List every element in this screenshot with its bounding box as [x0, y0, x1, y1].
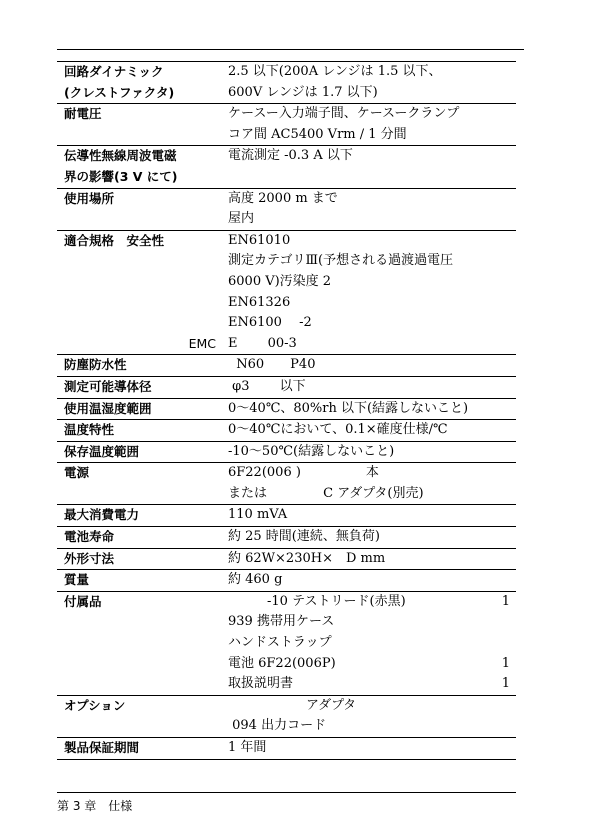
spec-value-text: 測定カテゴリⅢ(予想される過渡過電圧	[228, 253, 454, 269]
spec-label-line	[64, 251, 226, 272]
spec-value-line	[228, 355, 516, 376]
spec-label	[57, 146, 226, 188]
spec-value-line	[228, 612, 516, 633]
spec-value	[226, 355, 516, 377]
spec-label-line	[64, 272, 226, 293]
spec-row	[57, 570, 516, 592]
spec-value	[226, 376, 516, 398]
spec-value	[226, 62, 516, 104]
spec-value-text: 939 携帯用ケース	[228, 614, 335, 630]
spec-label-line: 電源	[64, 465, 90, 481]
spec-value-text: 約 25 時間(連続、無負荷)	[228, 529, 380, 545]
spec-value-line	[228, 674, 516, 695]
spec-value-line	[228, 334, 516, 355]
spec-label-line: 耐電圧	[64, 106, 102, 122]
accessory-quantity: 1	[501, 593, 510, 609]
spec-value-text: 2.5 以下(200A レンジは 1.5 以下、	[228, 64, 442, 79]
spec-label	[57, 527, 226, 549]
spec-label-line: 最大消費電力	[64, 507, 140, 523]
spec-label-line: 防塵防水性	[64, 357, 127, 373]
spec-value-line	[228, 399, 516, 420]
spec-value	[226, 570, 516, 592]
spec-value	[226, 505, 516, 527]
spec-value-line	[228, 633, 516, 654]
spec-label-line: 使用場所	[64, 190, 115, 206]
bottom-rule	[57, 792, 516, 793]
spec-label	[57, 104, 226, 146]
spec-label	[57, 62, 226, 104]
spec-row	[57, 527, 516, 549]
spec-value-text: EN61326	[228, 294, 291, 310]
spec-value	[226, 230, 516, 355]
spec-label	[57, 505, 226, 527]
spec-value-line	[228, 505, 516, 526]
spec-row	[57, 441, 516, 463]
spec-value	[226, 188, 516, 230]
spec-value-text: 高度 2000 m まで	[228, 190, 338, 206]
top-rule	[57, 49, 524, 50]
spec-value	[226, 591, 516, 695]
spec-value-line	[228, 251, 516, 272]
spec-label-line: 伝導性無線周波電磁	[64, 148, 177, 164]
spec-value-text: アダプタ	[228, 697, 357, 713]
spec-value-text: 6F22(006 ) 本	[228, 465, 379, 481]
accessory-quantity: 1	[501, 676, 510, 692]
spec-value-text: ハンドストラップ	[228, 635, 332, 651]
spec-value-line	[228, 654, 516, 675]
spec-row	[57, 355, 516, 377]
spec-row	[57, 591, 516, 695]
spec-value-text: または C アダプタ(別売)	[228, 485, 424, 501]
spec-row	[57, 146, 516, 188]
spec-value	[226, 398, 516, 420]
spec-value	[226, 463, 516, 505]
spec-label-line: 適合規格 安全性	[64, 232, 165, 248]
spec-value-line	[228, 146, 516, 167]
spec-value	[226, 527, 516, 549]
spec-label	[57, 591, 226, 695]
spec-value-text: 6000 V)汚染度 2	[228, 273, 332, 289]
spec-value-line	[228, 442, 516, 463]
spec-value-text: 0〜40℃において、0.1×確度仕様/℃	[228, 422, 448, 438]
spec-row	[57, 230, 516, 355]
spec-value-text: 約 460 g	[228, 572, 283, 588]
spec-value-text: ケースー入力端子間、ケースークランプ	[228, 106, 460, 122]
spec-value-line	[228, 592, 516, 613]
spec-value-text: 094 出力コード	[228, 718, 327, 734]
spec-row	[57, 695, 516, 737]
spec-value-line	[228, 420, 516, 441]
spec-value-line	[228, 527, 516, 548]
spec-row	[57, 104, 516, 146]
spec-row	[57, 420, 516, 442]
spec-row	[57, 398, 516, 420]
spec-table	[57, 61, 516, 760]
spec-value-line	[228, 62, 516, 83]
spec-row	[57, 738, 516, 760]
spec-value	[226, 104, 516, 146]
spec-value-line	[228, 231, 516, 252]
spec-value-text: N60 P40	[228, 357, 316, 373]
spec-label	[57, 376, 226, 398]
spec-value	[226, 548, 516, 570]
spec-value-text: -10 テストリード(赤黒)	[228, 593, 406, 609]
spec-label	[57, 570, 226, 592]
spec-label-line: 質量	[64, 572, 90, 588]
spec-value-text: 電流測定 -0.3 A 以下	[228, 148, 353, 164]
spec-label	[57, 230, 226, 355]
spec-value-line	[228, 83, 516, 104]
spec-label	[57, 738, 226, 760]
spec-value	[226, 695, 516, 737]
spec-value-text: 1 年間	[228, 740, 267, 755]
spec-label-line: 使用温湿度範囲	[64, 400, 152, 416]
spec-value	[226, 146, 516, 188]
spec-label	[57, 398, 226, 420]
spec-value-line	[228, 293, 516, 314]
spec-label-line: オプション	[64, 697, 126, 713]
spec-row	[57, 188, 516, 230]
spec-value-line	[228, 377, 516, 398]
spec-value	[226, 420, 516, 442]
spec-value-line	[228, 716, 516, 737]
accessory-quantity: 1	[501, 655, 510, 671]
spec-label-line: 界の影響(3 V にて)	[64, 168, 178, 184]
spec-label	[57, 188, 226, 230]
footer-chapter: 第 3 章 仕様	[57, 799, 133, 813]
spec-value-line	[228, 125, 516, 146]
spec-label	[57, 355, 226, 377]
spec-value-line	[228, 272, 516, 293]
spec-value-text: コア間 AC5400 Vrm / 1 分間	[228, 126, 407, 142]
spec-label-line: (クレストファクタ)	[64, 84, 175, 100]
spec-value-line	[228, 484, 516, 505]
spec-value-line	[228, 313, 516, 334]
spec-value-line	[228, 738, 516, 759]
spec-value-text: 約 62W×230H× D mm	[228, 550, 386, 566]
spec-label-line: 測定可能導体径	[64, 378, 152, 394]
spec-value-text: 110 mVA	[228, 507, 288, 523]
spec-label-line: 電池寿命	[64, 529, 115, 545]
spec-value-line	[228, 104, 516, 125]
spec-label	[57, 695, 226, 737]
spec-label	[57, 441, 226, 463]
spec-label-line: EMC	[188, 335, 216, 351]
spec-value-text: EN61010	[228, 232, 291, 248]
spec-label-line	[64, 293, 226, 314]
spec-value	[226, 738, 516, 760]
spec-label-line: 付属品	[64, 593, 102, 609]
spec-value-text: 電池 6F22(006P)	[228, 655, 336, 671]
spec-row	[57, 548, 516, 570]
spec-value-text: 屋内	[228, 211, 255, 227]
spec-value-text: 0〜40℃、80%rh 以下(結露しないこと)	[228, 400, 469, 416]
spec-label-line: 保存温度範囲	[64, 443, 140, 459]
spec-value-line	[228, 696, 516, 717]
spec-value	[226, 441, 516, 463]
spec-value-line	[228, 570, 516, 591]
spec-label-line: 温度特性	[64, 422, 115, 438]
spec-label-line: 製品保証期間	[64, 740, 140, 755]
spec-value-text: 取扱説明書	[228, 676, 294, 692]
spec-row	[57, 505, 516, 527]
spec-label-line	[64, 313, 226, 334]
spec-label-line: 回路ダイナミック	[64, 64, 164, 79]
spec-value-text: E 00-3	[228, 335, 297, 351]
spec-row	[57, 376, 516, 398]
spec-value-text: EN6100 -2	[228, 315, 312, 331]
spec-label	[57, 420, 226, 442]
spec-value-text: -10〜50℃(結露しないこと)	[228, 443, 395, 459]
spec-value-line	[228, 549, 516, 570]
spec-value-line	[228, 209, 516, 230]
spec-row	[57, 62, 516, 104]
spec-value-line	[228, 463, 516, 484]
spec-label-line: 外形寸法	[64, 550, 115, 566]
spec-label	[57, 548, 226, 570]
spec-value-line	[228, 189, 516, 210]
spec-label	[57, 463, 226, 505]
spec-value-text: φ3 以下	[228, 378, 306, 394]
spec-value-text: 600V レンジは 1.7 以下)	[228, 84, 378, 100]
spec-row	[57, 463, 516, 505]
